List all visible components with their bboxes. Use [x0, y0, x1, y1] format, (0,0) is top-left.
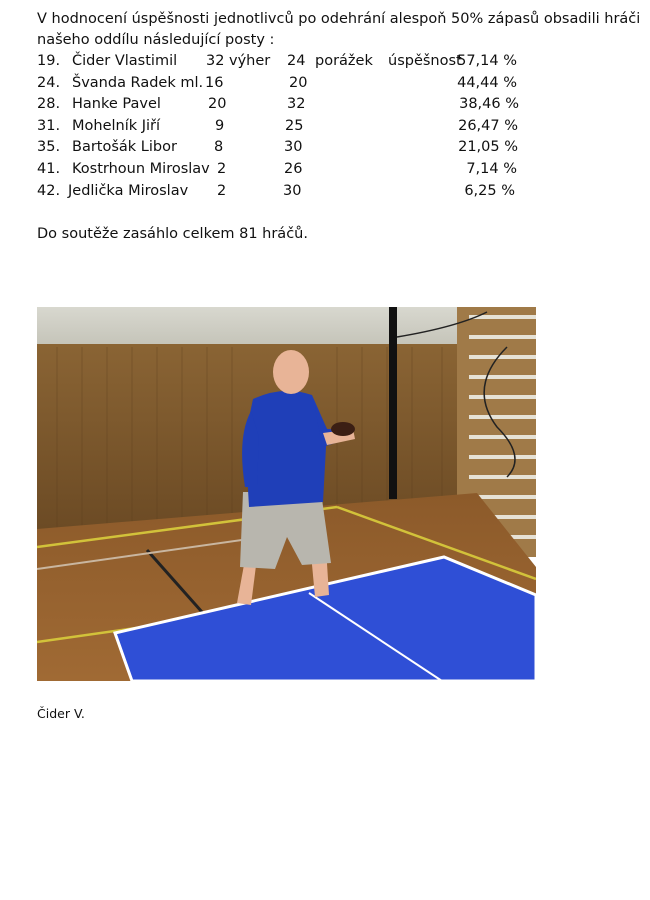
success-percent: 44,44 % [457, 75, 517, 91]
rank: 31. [37, 118, 61, 134]
table-row [37, 137, 597, 158]
photo-caption: Čider V. [37, 706, 85, 721]
rank: 35. [37, 139, 61, 155]
table-row [37, 73, 597, 94]
intro-line-1: V hodnocení úspěšnosti jednotlivců po odehrání alespoň 50% zápasů obsadili hráči [37, 11, 641, 27]
success-label: úspěšnost [388, 53, 462, 69]
table-row [37, 94, 597, 115]
wins: 8 [214, 139, 224, 155]
player-name: Švanda Radek ml. [72, 75, 204, 91]
total-players-text: Do soutěže zasáhlo celkem 81 hráčů. [37, 226, 308, 242]
rank: 41. [37, 161, 61, 177]
player-name: Mohelník Jiří [72, 118, 161, 134]
player-name: Hanke Pavel [72, 96, 161, 112]
success-percent: 7,14 % [466, 161, 517, 177]
table-tennis-photo [37, 307, 536, 681]
player-name: Jedlička Miroslav [68, 183, 189, 199]
wins: 2 [217, 161, 227, 177]
player-name: Čider Vlastimil [72, 53, 178, 69]
wins-unit: výher [229, 53, 271, 69]
wins: 32 [206, 53, 225, 69]
wins: 20 [208, 96, 227, 112]
rank: 24. [37, 75, 61, 91]
success-percent: 6,25 % [464, 183, 515, 199]
wins: 2 [217, 183, 227, 199]
losses-unit: porážek [315, 53, 373, 69]
losses: 20 [289, 75, 308, 91]
rank: 19. [37, 53, 61, 69]
losses: 32 [287, 96, 306, 112]
losses: 25 [285, 118, 304, 134]
table-row [37, 116, 597, 137]
losses: 26 [284, 161, 303, 177]
wins: 9 [215, 118, 225, 134]
wins: 16 [205, 75, 224, 91]
table-row [37, 51, 597, 72]
success-percent: 57,14 % [457, 53, 517, 69]
rank: 28. [37, 96, 61, 112]
rank: 42. [37, 183, 61, 199]
table-row [37, 159, 597, 180]
success-percent: 26,47 % [458, 118, 518, 134]
intro-line-2: našeho oddílu následující posty : [37, 32, 275, 48]
losses: 24 [287, 53, 306, 69]
player-name: Bartošák Libor [72, 139, 177, 155]
success-percent: 21,05 % [458, 139, 518, 155]
player-name: Kostrhoun Miroslav [72, 161, 210, 177]
losses: 30 [283, 183, 302, 199]
table-row [37, 181, 597, 202]
success-percent: 38,46 % [459, 96, 519, 112]
losses: 30 [284, 139, 303, 155]
